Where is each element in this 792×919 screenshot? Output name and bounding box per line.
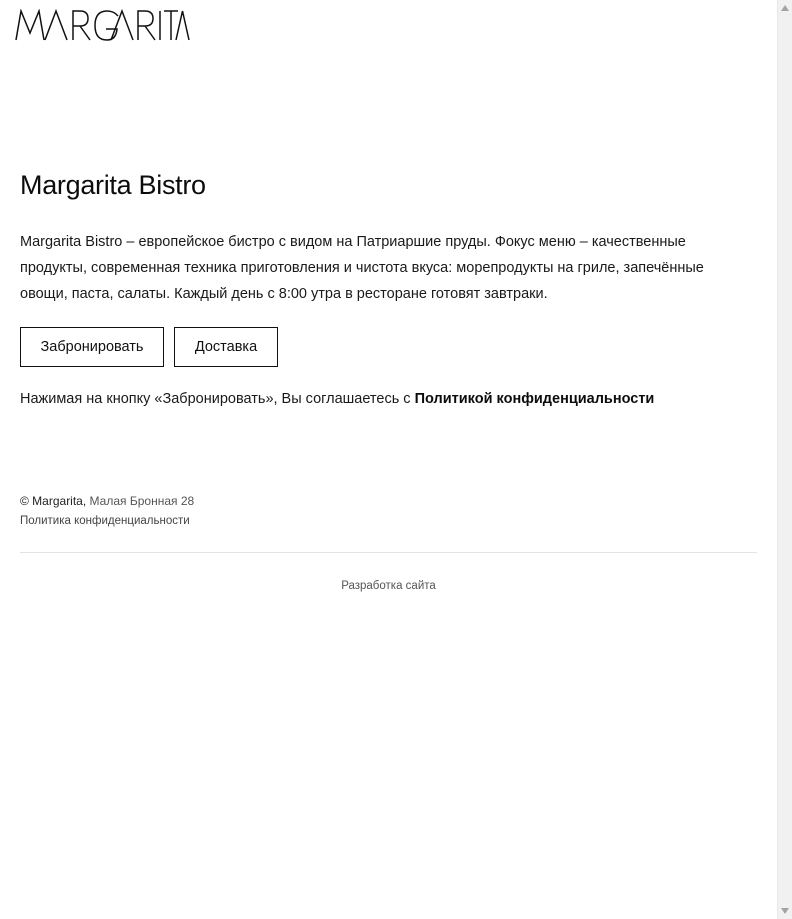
copyright-text: © Margarita, xyxy=(20,494,87,508)
triangle-up-icon[interactable] xyxy=(778,1,792,15)
site-development-link[interactable]: Разработка сайта xyxy=(341,580,436,592)
book-button[interactable]: Забронировать xyxy=(20,327,164,367)
logo-text xyxy=(15,41,16,42)
action-buttons xyxy=(20,327,278,367)
restaurant-description: Margarita Bistro – европейское бистро с видом на Патриаршие пруды. Фокус меню – качественные продукты, современная техника приготовления и чистота вкуса: морепродукты на гриле, запечённые овощи, паста, салаты. Каждый день с 8:00 утра в ресторане готовят завтраки. xyxy=(20,234,704,302)
logo[interactable] xyxy=(15,9,190,41)
consent-text: Нажимая на кнопку «Забронировать», Вы соглашаетесь с xyxy=(20,391,415,407)
consent-notice xyxy=(20,388,654,410)
privacy-policy-link[interactable]: Политикой конфиденциальности xyxy=(414,391,655,407)
footer-privacy-link[interactable]: Политика конфиденциальности xyxy=(20,515,190,527)
delivery-button[interactable]: Доставка xyxy=(174,327,278,367)
vertical-scrollbar[interactable] xyxy=(777,0,792,919)
page-title: Margarita Bistro xyxy=(20,170,206,200)
triangle-down-icon[interactable] xyxy=(778,904,792,918)
footer-copyright xyxy=(20,492,194,510)
address-text: Малая Бронная 28 xyxy=(86,494,195,508)
logo-wordmark xyxy=(15,9,190,41)
footer-divider xyxy=(20,552,757,553)
